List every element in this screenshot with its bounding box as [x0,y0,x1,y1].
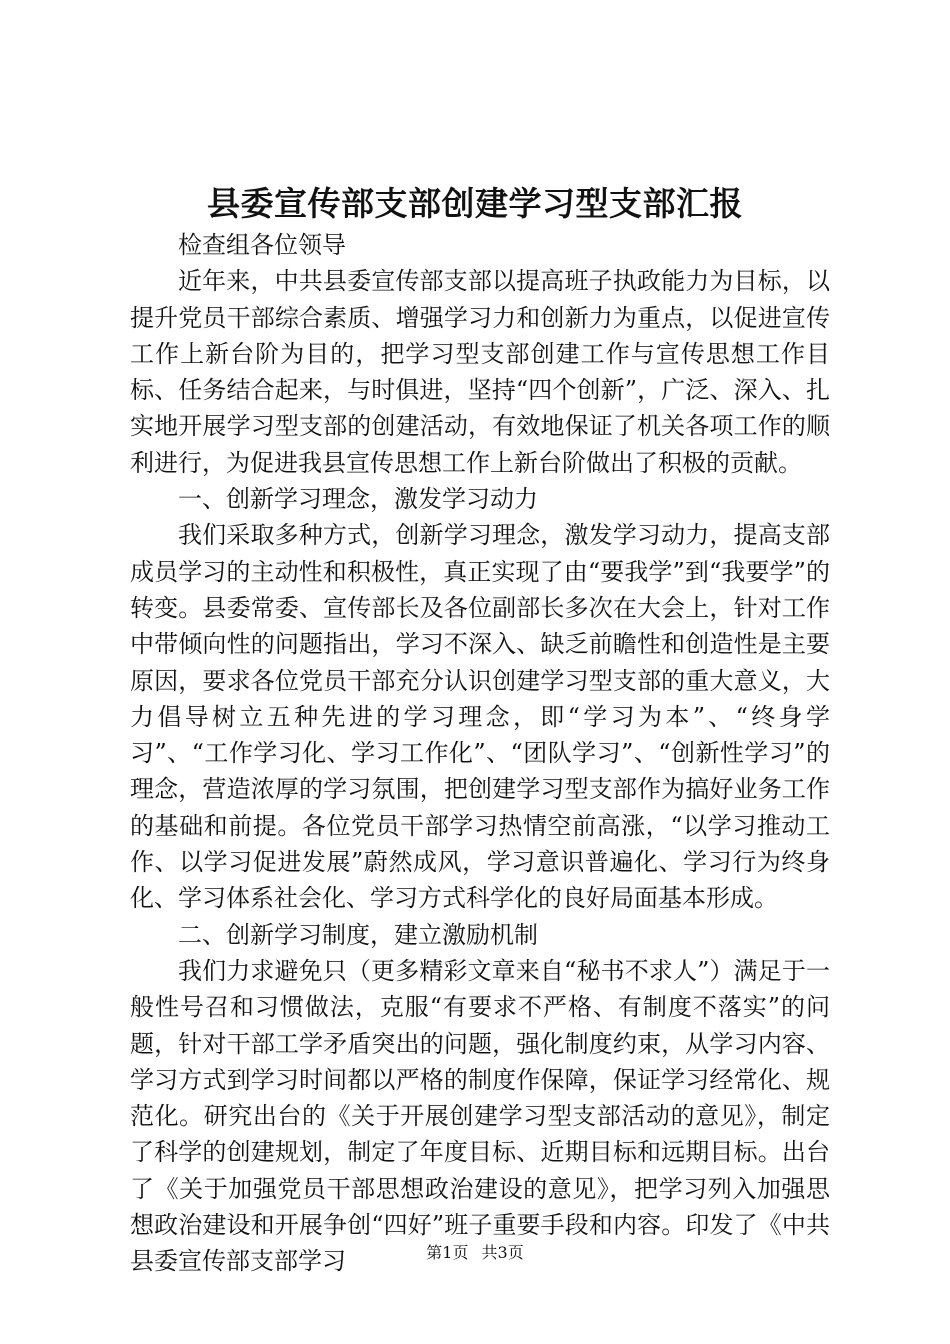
page-footer [0,1242,950,1264]
salutation: 检查组各位领导 [178,231,346,259]
section-2-paragraph: 我们力求避免只（更多精彩文章来自“秘书不求人”）满足于一般性号召和习惯做法，克服“有要求不严格、有制度不落实”的问题，针对干部工学矛盾突出的问题，强化制度约束，从学习内容、学习方式到学习时间都以严格的制度作保障，保证学习经常化、规范化。研究出台的《关于开展创建学习型支部活动的意见》，制定了科学的创建规划，制定了年度目标、近期目标和远期目标。出台了《关于加强党员干部思想政治建设的意见》，把学习列入加强思想政治建设和开展争创“四好”班子重要手段和内容。印发了《中共县委宣传部支部学习 [130,956,830,1276]
document-body [130,227,830,1280]
page-number: 第1页 [426,1243,469,1262]
section-heading-1: 一、创新学习理念，激发学习动力 [178,485,538,514]
section-1-paragraph: 我们采取多种方式，创新学习理念，激发学习动力，提高支部成员学习的主动性和积极性，真正实现了由“要我学”到“我要学”的转变。县委常委、宣传部长及各位副部长多次在大会上，针对工作中带倾向性的问题指出，学习不深入、缺乏前瞻性和创造性是主要原因，要求各位党员干部充分认识创建学习型支部的重大意义，大力倡导树立五种先进的学习理念，即“学习为本”、“终身学习”、“工作学习化、学习工作化”、“团队学习”、“创新性学习”的理念，营造浓厚的学习氛围，把创建学习型支部作为搞好业务工作的基础和前提。各位党员干部学习热情空前高涨，“以学习推动工作、以学习促进发展”蔚然成风，学习意识普遍化、学习行为终身化、学习体系社会化、学习方式科学化的良好局面基本形成。 [130,521,830,913]
document-title: 县委宣传部支部创建学习型支部汇报 [207,184,743,223]
page-total: 共3页 [481,1243,524,1262]
section-heading-2: 二、创新学习制度，建立激励机制 [178,920,538,949]
intro-paragraph: 近年来，中共县委宣传部支部以提高班子执政能力为目标，以提升党员干部综合素质、增强学习力和创新力为重点，以促进宣传工作上新台阶为目的，把学习型支部创建工作与宣传思想工作目标、任务结合起来，与时俱进，坚持“四个创新”，广泛、深入、扎实地开展学习型支部的创建活动，有效地保证了机关各项工作的顺利进行，为促进我县宣传思想工作上新台阶做出了积极的贡献。 [130,267,830,477]
